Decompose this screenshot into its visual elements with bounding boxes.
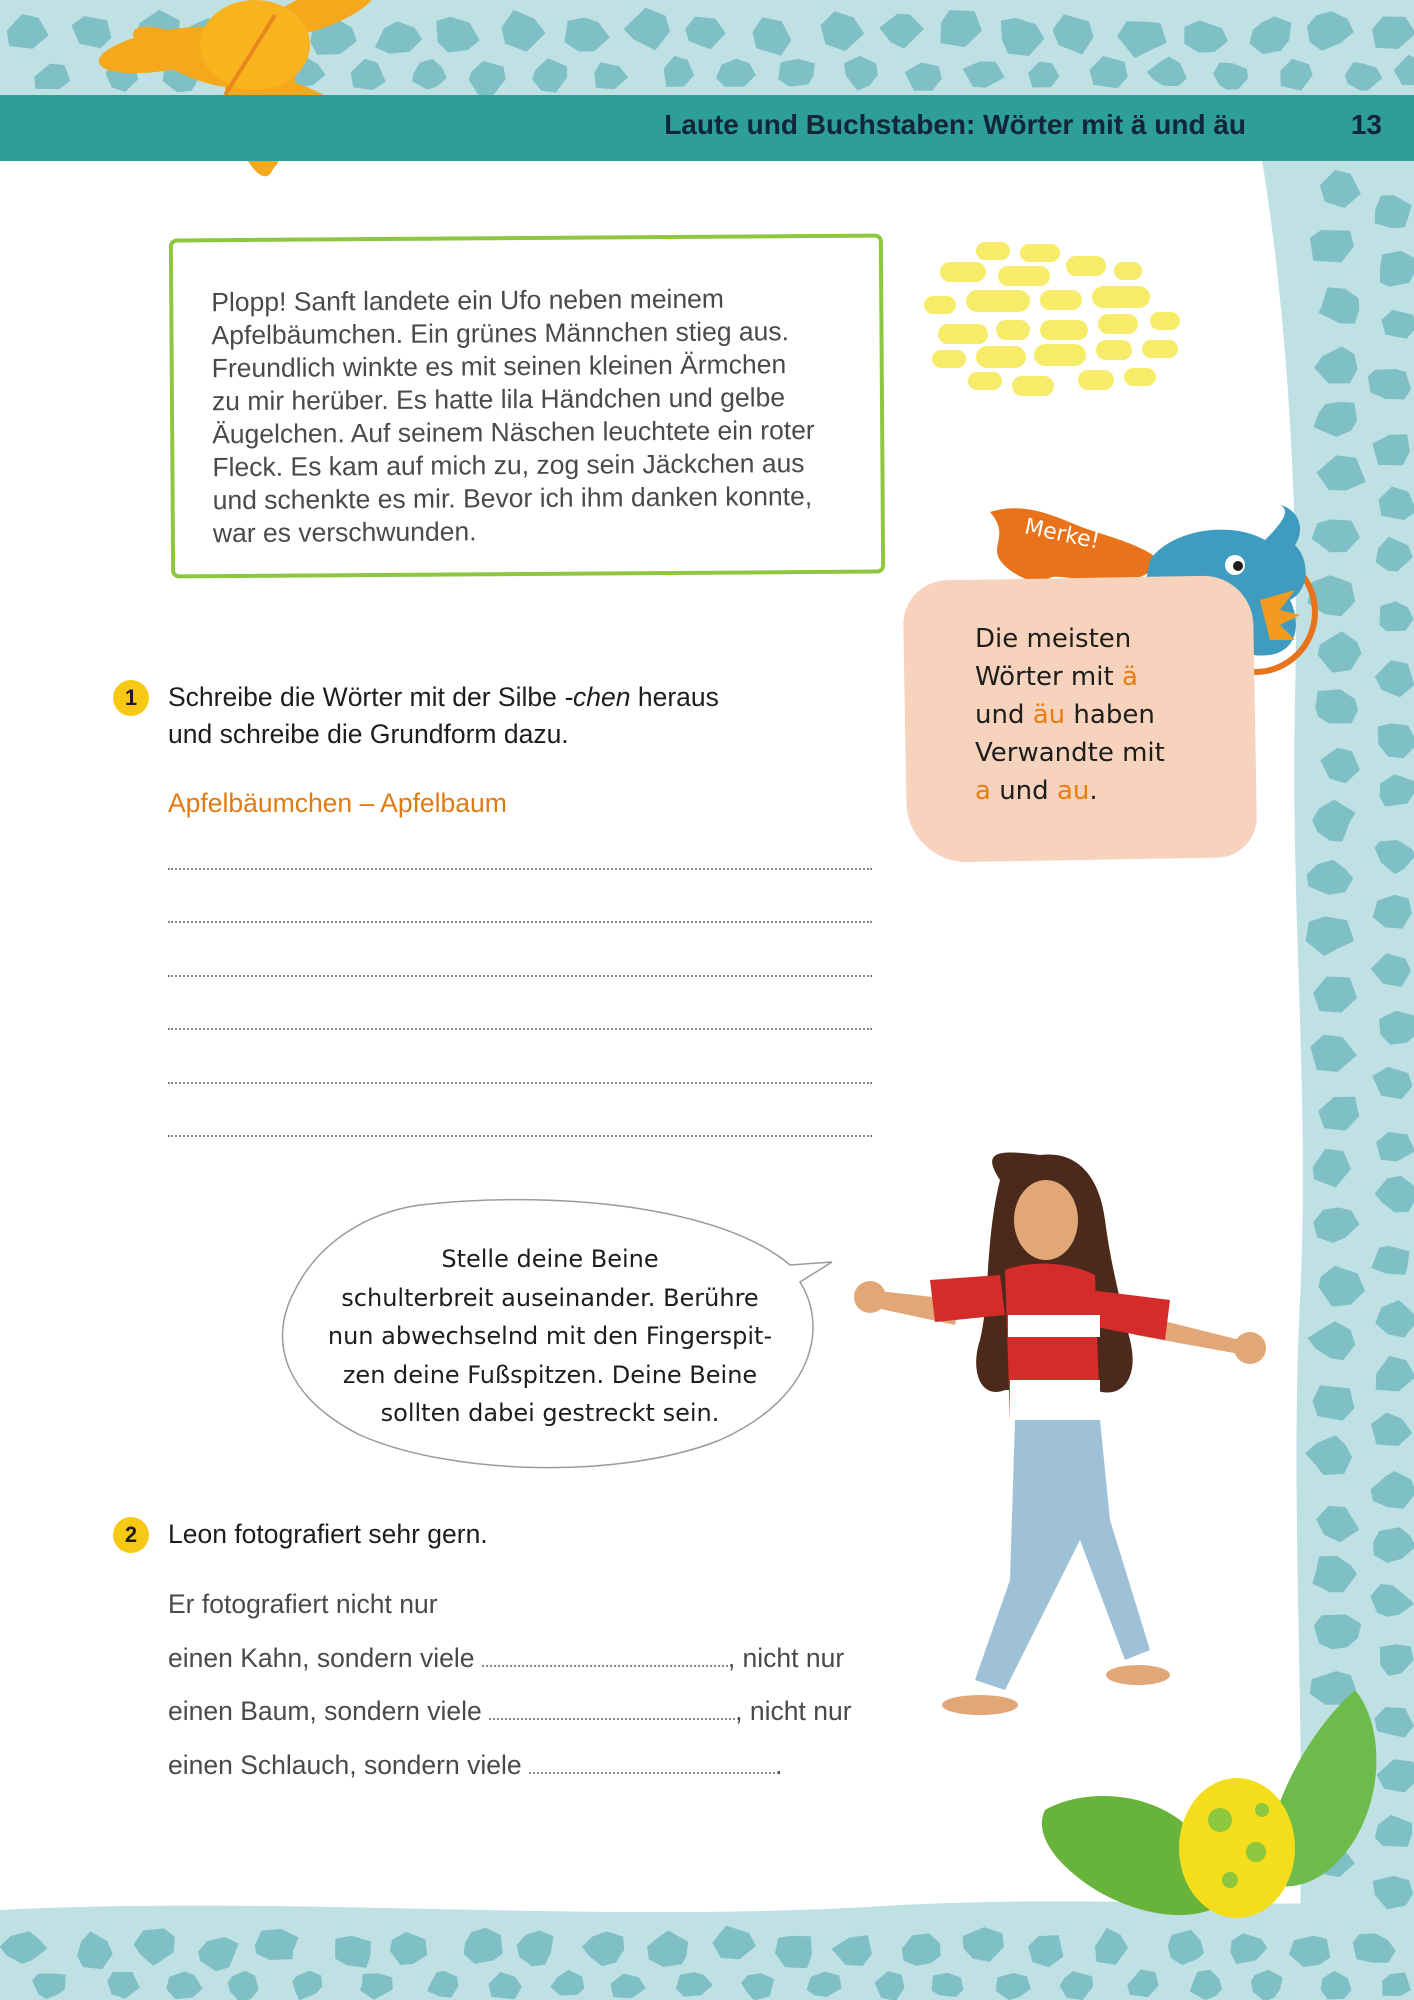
answer-blank[interactable] [529, 1750, 775, 1774]
story-line: und schenkte es mir. Bevor ich ihm danken konnte, [212, 481, 813, 516]
speech-line: sollten dabei gestreckt sein. [380, 1399, 720, 1427]
answer-blank[interactable] [489, 1696, 735, 1720]
task2-text-part: , nicht nur [735, 1696, 852, 1726]
highlight-a: a [975, 776, 991, 806]
task2-row [168, 1643, 844, 1674]
answer-line[interactable] [168, 975, 872, 977]
story-line: Äugelchen. Auf seinem Näschen leuchtete ein roter [212, 414, 815, 450]
story-box [169, 234, 885, 579]
merke-text-part: . [1089, 776, 1098, 806]
story-line: war es verschwunden. [212, 516, 477, 549]
highlight-ae: ä [1121, 662, 1138, 692]
task1-line [168, 679, 808, 716]
task1-line: und schreibe die Grundform dazu. [168, 719, 569, 749]
speech-line: zen deine Fußspitzen. Deine Beine [342, 1360, 758, 1389]
story-line: zu mir herüber. Es hatte lila Händchen und gelbe [211, 382, 786, 417]
answer-line[interactable] [168, 1135, 872, 1137]
answer-line[interactable] [168, 1082, 872, 1084]
page-number: 13 [1350, 109, 1382, 140]
story-line: Apfelbäumchen. Ein grünes Männchen stieg aus. [211, 316, 790, 351]
merke-text-part: haben [1065, 700, 1155, 730]
task2-row [168, 1696, 852, 1727]
answer-line[interactable] [168, 921, 872, 923]
speech-line: schulterbreit auseinander. Berühre [341, 1283, 759, 1312]
task1-syllable: -chen [564, 682, 631, 712]
story-line: Fleck. Es kam auf mich zu, zog sein Jäckchen aus [212, 448, 805, 483]
merke-line: Verwandte mit [975, 738, 1165, 768]
merke-line: Die meisten [975, 624, 1132, 654]
page-title: Laute und Buchstaben: Wörter mit ä und äu [664, 109, 1246, 140]
speech-line: Stelle deine Beine [441, 1245, 659, 1273]
merke-line [975, 772, 1235, 810]
highlight-au: au [1056, 776, 1090, 806]
task2-text-part: einen Baum, sondern viele [168, 1696, 490, 1726]
story-text [211, 282, 863, 551]
task2-title: Leon fotografiert sehr gern. [168, 1519, 488, 1549]
task2-text-part: einen Kahn, sondern viele [168, 1643, 482, 1673]
task2-intro: Er fotografiert nicht nur [168, 1589, 438, 1619]
task1-text-part: Schreibe die Wörter mit der Silbe [168, 682, 565, 712]
story-line: Freundlich winkte es mit seinen kleinen Ärmchen [211, 349, 787, 384]
merke-text [975, 620, 1235, 810]
answer-line[interactable] [168, 1028, 872, 1030]
task2-text-part: einen Schlauch, sondern viele [168, 1750, 529, 1780]
task2-text-part: , nicht nur [727, 1643, 845, 1673]
speech-line: nun abwechselnd mit den Fingerspit- [327, 1322, 773, 1350]
task2-text-part: . [774, 1750, 783, 1780]
merke-text-part: und [990, 776, 1057, 806]
task-number-badge: 1 [113, 680, 149, 716]
task1-example: Apfelbäumchen – Apfelbaum [168, 788, 507, 818]
task1-text-part: heraus [630, 682, 719, 712]
merke-text-part: Wörter mit [975, 662, 1122, 692]
task-number-badge: 2 [113, 1517, 149, 1553]
merke-line [975, 696, 1235, 734]
merke-label: Merke! [1022, 514, 1102, 555]
story-line: Plopp! Sanft landete ein Ufo neben meinem [211, 283, 725, 318]
merke-line [975, 658, 1235, 696]
task2-row [168, 1750, 782, 1781]
answer-line[interactable] [168, 868, 872, 870]
highlight-aeu: äu [1032, 700, 1066, 730]
answer-blank[interactable] [482, 1643, 728, 1667]
speech-bubble-text [300, 1240, 800, 1433]
merke-text-part: und [975, 700, 1033, 730]
task1-instruction [168, 679, 808, 753]
